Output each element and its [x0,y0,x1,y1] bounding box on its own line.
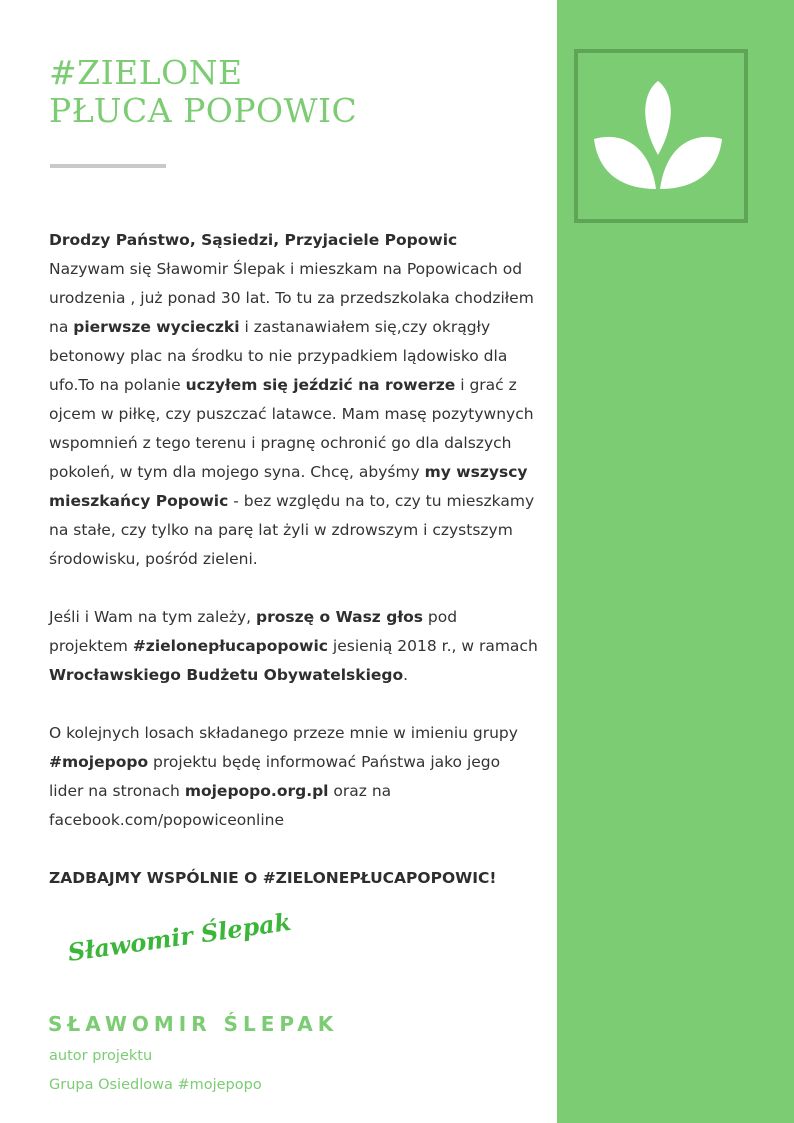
title-line-2: PŁUCA POPOWIC [49,91,358,130]
author-role: autor projektu [49,1048,153,1064]
paragraph-2: Jeśli i Wam na tym zależy, proszę o Wasz głos pod projektem #zielonepłucapopowic jesienią 2018 r., w ramach Wrocławskiego Budżetu Obywatelskiego. [49,608,538,684]
letter-body [49,226,539,893]
handwritten-signature: Sławomir Ślepak [65,906,293,967]
author-name: SŁAWOMIR ŚLEPAK [48,1012,339,1036]
three-leaf-sprout-icon [578,53,744,219]
logo-frame [574,49,748,223]
greeting: Drodzy Państwo, Sąsiedzi, Przyjaciele Popowic [49,231,458,249]
paragraph-1: Nazywam się Sławomir Ślepak i mieszkam na Popowicach od urodzenia , już ponad 30 lat. To tu za przedszkolaka chodziłem na pierwsze wycieczki i zastanawiałem się,czy okrągły betonowy plac na środku to nie przypadkiem lądowisko dla ufo.To na polanie uczyłem się jeździć na rowerze i grać z ojcem w piłkę, czy puszczać latawce. Mam masę pozytywnych wspomnień z tego terenu i pragnę ochronić go dla dalszych pokoleń, w tym dla mojego syna. Chcę, abyśmy my wszyscy mieszkańcy Popowic - bez względu na to, czy tu mieszkamy na stałe, czy tylko na parę lat żyli w zdrowszym i czystszym środowisku, pośród zieleni. [49,260,535,568]
author-group: Grupa Osiedlowa #mojepopo [49,1077,262,1093]
title-line-1: #ZIELONE [49,53,243,92]
paragraph-3: O kolejnych losach składanego przeze mnie w imieniu grupy #mojepopo projektu będę informować Państwa jako jego lider na stronach mojepopo.org.pl oraz na facebook.com/popowiceonline [49,724,518,829]
title-divider [50,164,166,168]
page-title [49,54,357,130]
closing-line: ZADBAJMY WSPÓLNIE O #ZIELONEPŁUCAPOPOWIC! [49,869,497,887]
